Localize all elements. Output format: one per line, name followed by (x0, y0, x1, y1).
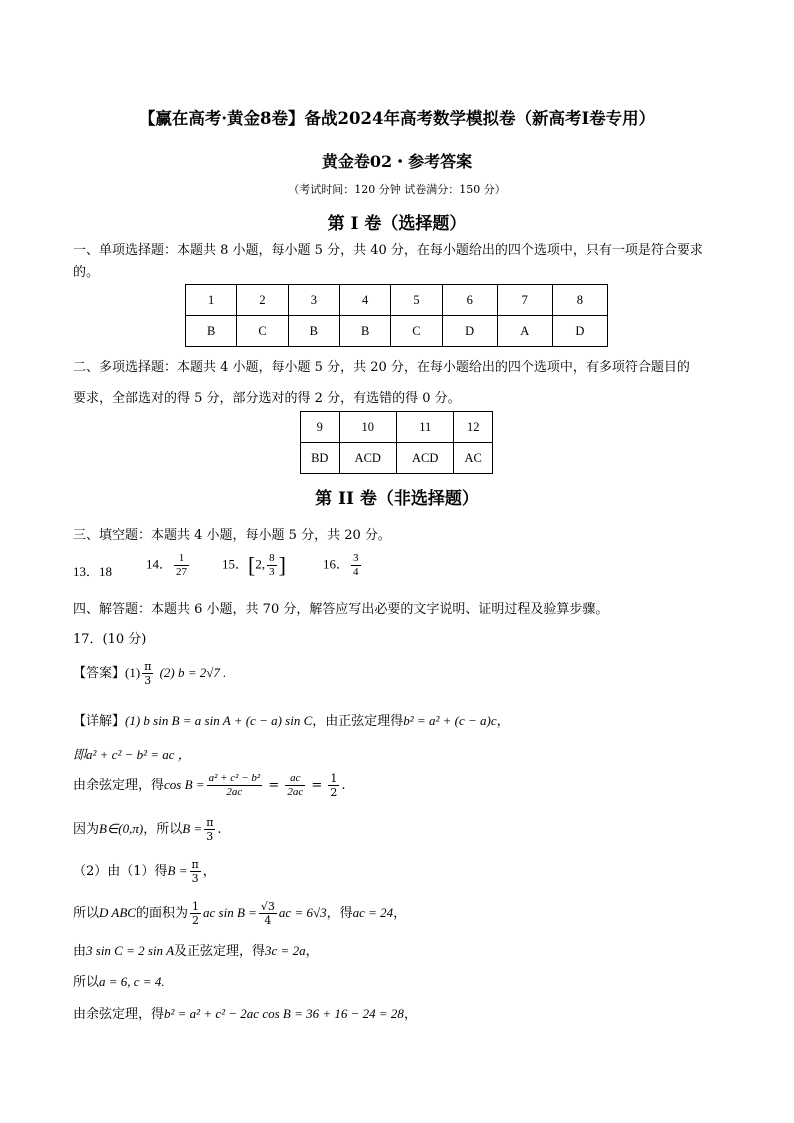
text: （2）由（1）得 (73, 864, 168, 879)
fraction (207, 772, 263, 799)
denominator: 2 (330, 786, 338, 799)
fraction (259, 900, 277, 927)
part1-heading: 第 I 卷（选择题） (327, 214, 467, 234)
text: 由余弦定理，得 (73, 778, 165, 793)
numerator: 1 (330, 772, 338, 785)
text: 及正弦定理，得 (174, 944, 266, 959)
q15-fraction (267, 552, 277, 579)
question-number: 10 (339, 412, 396, 443)
text: ，得 (326, 906, 353, 921)
detail-line-6 (73, 900, 406, 927)
numerator: π (191, 858, 199, 871)
question-number: 2 (237, 285, 288, 316)
numerator: ac (285, 772, 305, 786)
exam-time-info: （考试时间：120 分钟 试卷满分：150 分） (288, 183, 506, 196)
detail-line-7 (73, 940, 319, 959)
denominator: 2ac (226, 786, 243, 798)
table-row (186, 285, 608, 316)
text: ， (496, 714, 510, 729)
denominator: 4 (353, 566, 359, 578)
fraction (204, 816, 215, 843)
question-number: 5 (391, 285, 442, 316)
detail-line-9 (73, 1003, 417, 1022)
text: 因为 (73, 822, 100, 837)
multi-choice-instructions-line2: 要求，全部选对的得 5 分，部分选对的得 2 分，有选错的得 0 分。 (73, 391, 461, 406)
q16-fraction (351, 552, 361, 579)
numerator: π (144, 660, 152, 673)
fraction (328, 772, 339, 799)
single-choice-instructions: 一、单项选择题：本题共 8 小题，每小题 5 分，共 40 分，在每小题给出的四个选项中，只有一项是符合要求的。 (73, 243, 703, 280)
answer-cell: B (339, 316, 390, 347)
denominator: 3 (269, 566, 275, 578)
math-text: ac sin B = (203, 905, 257, 920)
table-row (301, 443, 493, 474)
answer-cell: ACD (339, 443, 396, 474)
math-text: 3c = 2a (265, 943, 306, 958)
answer-cell: D (442, 316, 497, 347)
text: ， (393, 906, 407, 921)
document-title: 【赢在高考·黄金8卷】备战2024年高考数学模拟卷（新高考Ⅰ卷专用） (138, 109, 656, 128)
numerator: a² + c² − b² (208, 772, 261, 784)
numerator: √3 (260, 900, 275, 913)
multi-choice-answer-table (300, 411, 493, 474)
denominator: 2ac (287, 786, 304, 798)
answer-cell: B (288, 316, 339, 347)
q15-label: 15． (222, 556, 249, 572)
numerator: 8 (269, 552, 275, 564)
answer-part1: (1) (125, 665, 141, 680)
text: 由余弦定理，得 (73, 1007, 165, 1022)
solutions-instructions: 四、解答题：本题共 6 小题，共 70 分，解答应写出必要的文字说明、证明过程及验算步骤。 (73, 602, 609, 617)
answer-q15: 15．[2, $\frac{8}{3}$ ] (222, 552, 286, 578)
text: 所以 (73, 975, 100, 990)
question-number: 6 (442, 285, 497, 316)
math-text: cos B = (164, 777, 205, 792)
question-number: 4 (339, 285, 390, 316)
answer-cell: C (237, 316, 288, 347)
denominator: 4 (264, 914, 272, 927)
question-number: 11 (396, 412, 453, 443)
math-text: ac = 24 (352, 905, 394, 920)
answer-cell: BD (301, 443, 340, 474)
math-text: B = (167, 863, 188, 878)
question-number: 9 (301, 412, 340, 443)
answer-cell: B (186, 316, 237, 347)
answer-cell: AC (454, 443, 493, 474)
answer-fraction (142, 660, 153, 687)
answer-part2: (2) b = 2√7 . (159, 665, 227, 680)
q15-left: 2, (255, 556, 266, 572)
question-number: 8 (552, 285, 607, 316)
question-number: 7 (497, 285, 552, 316)
document-subtitle: 黄金卷02・参考答案 (321, 152, 473, 171)
math-text: B = (182, 821, 203, 836)
numerator: 1 (192, 900, 199, 913)
fill-blank-instructions: 三、填空题：本题共 4 小题，每小题 5 分，共 20 分。 (73, 528, 391, 543)
q14-fraction (174, 552, 189, 579)
detail-equation: b² = a² + (c − a)c (403, 713, 497, 728)
numerator: 3 (353, 552, 359, 564)
numerator: 1 (174, 552, 189, 566)
q14-label: 14． (146, 556, 173, 572)
detail-line-5: （2）由（1）得B = $\frac{\pi}{3}$ ， (73, 858, 216, 885)
answer-q14 (146, 552, 191, 579)
q17-answer (73, 660, 226, 687)
text: 所以 (73, 906, 100, 921)
fraction (285, 772, 305, 799)
fraction (190, 858, 201, 885)
text: ， (305, 944, 319, 959)
detail-line-8 (73, 971, 165, 990)
answer-cell: D (552, 316, 607, 347)
question-number: 3 (288, 285, 339, 316)
part2-heading: 第 II 卷（非选择题） (315, 489, 479, 509)
denominator: 3 (191, 872, 199, 885)
table-row (301, 412, 493, 443)
math-text: b² = a² + c² − 2ac cos B = 36 + 16 − 24 = 28 (164, 1006, 404, 1021)
q16-label: 16． (323, 556, 350, 572)
detail-line-1 (73, 710, 510, 729)
single-choice-answer-table (185, 284, 608, 347)
table-row (186, 316, 608, 347)
text: 由 (73, 944, 87, 959)
multi-choice-instructions-line1: 二、多项选择题：本题共 4 小题，每小题 5 分，共 20 分，在每小题给出的四个选项中，有多项符合题目的 (73, 360, 690, 375)
math-text: ac = 6√3 (278, 905, 327, 920)
math-text: a = 6, c = 4. (99, 974, 165, 989)
answer-q16 (323, 552, 363, 579)
answer-cell: ACD (396, 443, 453, 474)
denominator: 27 (176, 566, 188, 578)
text: ， (403, 1007, 417, 1022)
math-text: 3 sin C = 2 sin A (86, 943, 175, 958)
numerator: π (206, 816, 214, 829)
answer-q13: 13．18 (73, 564, 113, 579)
math-text: D ABC (99, 905, 136, 920)
text: ，所以 (143, 822, 183, 837)
text: ，由正弦定理得 (312, 714, 404, 729)
denominator: 3 (144, 674, 152, 687)
denominator: 2 (192, 914, 199, 927)
detail-line-2: 即a² + c² − b² = ac ， (73, 747, 191, 762)
text: 的面积为 (135, 906, 188, 921)
detail-equation: (1) b sin B = a sin A + (c − a) sin C (125, 713, 313, 728)
detail-label: 【详解】 (73, 714, 126, 729)
math-text: B∈(0,π) (99, 821, 144, 836)
denominator: 3 (206, 830, 214, 843)
q17-header: 17．(10 分) (73, 632, 147, 647)
answer-cell: C (391, 316, 442, 347)
detail-line-3: 由余弦定理，得cos B = $\frac{\text{a² + c² − b²}}{2ac}$ = $\frac{ac}{2ac}$ = $\frac{1}{2}$ . (73, 772, 346, 799)
question-number: 12 (454, 412, 493, 443)
answer-cell: A (497, 316, 552, 347)
detail-line-4: 因为B∈(0,π)，所以B = $\frac{\pi}{3}$ . (73, 816, 222, 843)
answer-label: 【答案】 (73, 666, 126, 681)
question-number: 1 (186, 285, 237, 316)
fraction (190, 900, 201, 927)
